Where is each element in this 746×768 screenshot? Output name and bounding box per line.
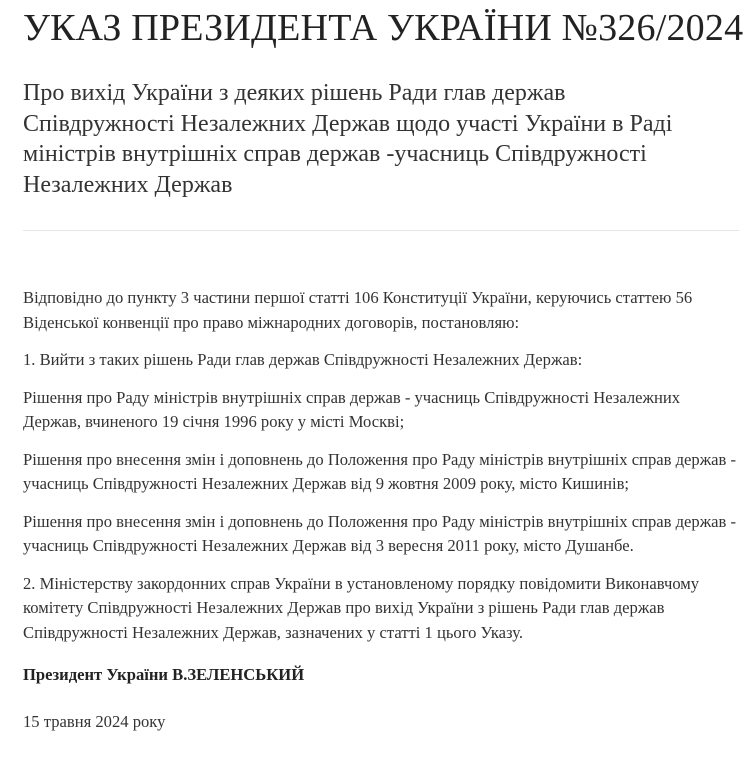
- signature: Президент України В.ЗЕЛЕНСЬКИЙ: [23, 665, 305, 684]
- page-title: УКАЗ ПРЕЗИДЕНТА УКРАЇНИ №326/2024: [23, 7, 744, 49]
- document-body: [23, 286, 739, 747]
- document-date: 15 травня 2024 року: [23, 711, 166, 731]
- document-page: [23, 0, 744, 731]
- decision-item-3: Рішення про внесення змін і доповнень до Положення про Раду міністрів внутрішніх справ держав - учасниць Співдружності Незалежних Держав від 3 вересня 2011 року, місто Душанбе.: [23, 511, 737, 555]
- article-1-paragraph: 1. Вийти з таких рішень Ради глав держав Співдружності Незалежних Держав:: [23, 350, 583, 369]
- article-2-paragraph: 2. Міністерству закордонних справ України в установленому порядку повідомити Виконавчому комітету Співдружності Незалежних Держав про вихід України з рішень Ради глав держав Співдружності Незалежних Держав, зазначених у статті 1 цього Указу.: [23, 573, 700, 642]
- decision-item-1: Рішення про Раду міністрів внутрішніх справ держав - учасниць Співдружності Незалежних Держав, вчиненого 19 січня 1996 року у місті Москві;: [23, 387, 681, 431]
- document-subtitle: Про вихід України з деяких рішень Ради глав держав Співдружності Незалежних Держав щодо участі України в Раді міністрів внутрішніх справ держав -учасниць Співдружності Незалежних Держав: [23, 80, 673, 198]
- preamble-paragraph: Відповідно до пункту 3 частини першої статті 106 Конституції України, керуючись статтею 56 Віденської конвенції про право міжнародних договорів, постановляю:: [23, 288, 693, 332]
- divider: [23, 230, 739, 231]
- decision-item-2: Рішення про внесення змін і доповнень до Положення про Раду міністрів внутрішніх справ держав - учасниць Співдружності Незалежних Держав від 9 жовтня 2009 року, місто Кишинів;: [23, 449, 737, 493]
